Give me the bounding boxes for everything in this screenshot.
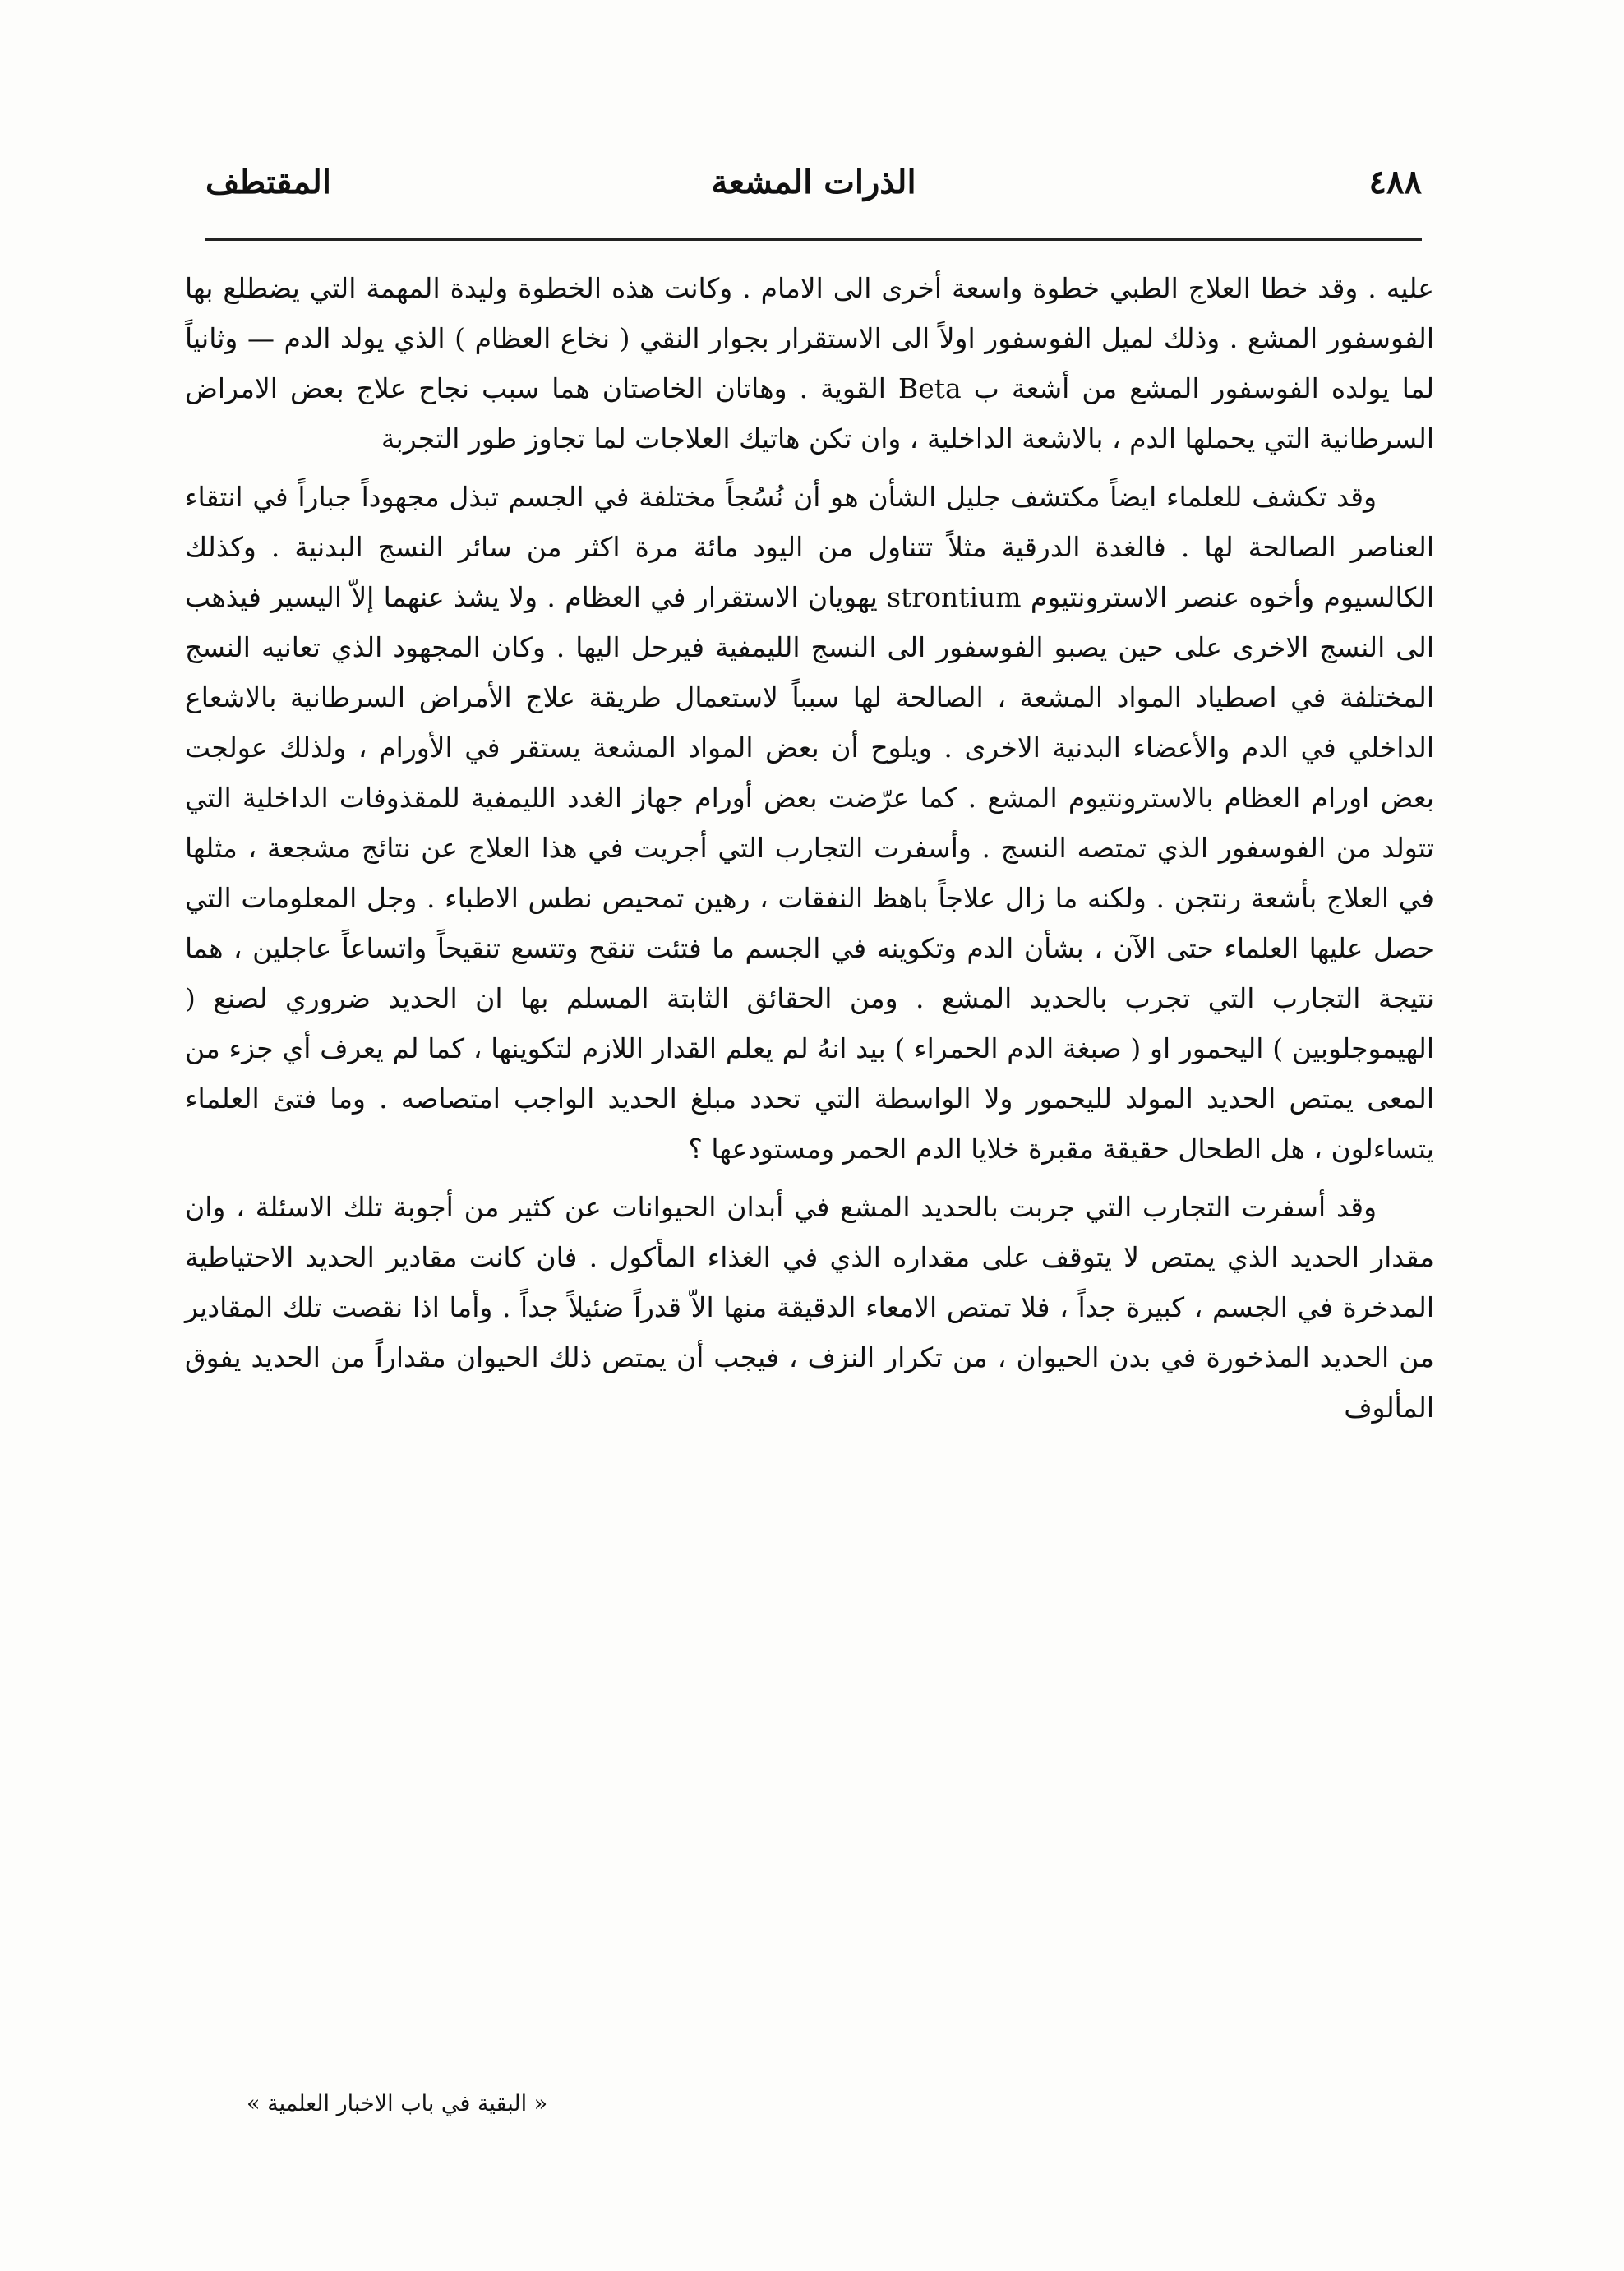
page-header [205,158,1422,215]
paragraph-3: وقد أسفرت التجارب التي جربت بالحديد المشع في أبدان الحيوانات عن كثير من أجوبة تلك الاسئلة ، وان مقدار الحديد الذي يمتص لا يتوقف على مقداره الذي في الغذاء المأكول . فان كانت مقادير الحديد الاحتياطية المدخرة في الجسم ، كبيرة جداً ، فلا تمتص الامعاء الدقيقة منها الاّ قدراً ضئيلاً جداً . وأما اذا نقصت تلك المقادير من الحديد المذخورة في بدن الحيوان ، من تكرار النزف ، فيجب أن يمتص ذلك الحيوان مقداراً من الحديد يفوق المألوف [185,1191,1434,1424]
paragraph-1: عليه . وقد خطا العلاج الطبي خطوة واسعة أخرى الى الامام . وكانت هذه الخطوة وليدة المهمة التي يضطلع بها الفوسفور المشع . وذلك لميل الفوسفور اولاً الى الاستقرار بجوار النقي ( نخاع العظام ) الذي يولد الدم — وثانياً لما يولده الفوسفور المشع من أشعة ب Beta القوية . وهاتان الخاصتان هما سبب نجاح علاج بعض الامراض السرطانية التي يحملها الدم ، بالاشعة الداخلية ، وان تكن هاتيك العلاجات لما تجاوز طور التجربة [185,272,1434,455]
journal-name: المقتطف [205,163,331,201]
header-rule [205,238,1422,241]
article-body [185,263,1434,1433]
running-title: الذرات المشعة [711,163,916,201]
paragraph-2: وقد تكشف للعلماء ايضاً مكتشف جليل الشأن هو أن نُسُجاً مختلفة في الجسم تبذل مجهوداً جباراً في انتقاء العناصر الصالحة لها . فالغدة الدرقية مثلاً تتناول من اليود مائة مرة اكثر من سائر النسج البدنية . وكذلك الكالسيوم وأخوه عنصر الاسترونتيوم strontium يهويان الاستقرار في العظام . ولا يشذ عنهما إلاّ اليسير فيذهب الى النسج الاخرى على حين يصبو الفوسفور الى النسج الليمفية فيرحل اليها . وكان المجهود الذي تعانيه النسج المختلفة في اصطياد المواد المشعة ، الصالحة لها سبباً لاستعمال طريقة علاج الأمراض السرطانية بالاشعاع الداخلي في الدم والأعضاء البدنية الاخرى . ويلوح أن بعض المواد المشعة يستقر في الأورام ، ولذلك عولجت بعض اورام العظام بالاسترونتيوم المشع . كما عرّضت بعض أورام جهاز الغدد الليمفية للمقذوفات الداخلية التي تتولد من الفوسفور الذي تمتصه النسج . وأسفرت التجارب التي أجريت في هذا العلاج عن نتائج مشجعة ، مثلها في العلاج بأشعة رنتجن . ولكنه ما زال علاجاً باهظ النفقات ، رهين تمحيص نطس الاطباء . وجل المعلومات التي حصل عليها العلماء حتى الآن ، بشأن الدم وتكوينه في الجسم ما فتئت تنقح وتتسع تنقيحاً واتساعاً عاجلين ، هما نتيجة التجارب التي تجرب بالحديد المشع . ومن الحقائق الثابتة المسلم بها ان الحديد ضروري لصنع ( الهيموجلوبين ) اليحمور او ( صبغة الدم الحمراء ) بيد انهُ لم يعلم القدار اللازم لتكوينها ، كما لم يعرف أي جزء من المعى يمتص الحديد المولد لليحمور ولا الواسطة التي تحدد مبلغ الحديد الواجب امتصاصه . وما فتئ العلماء يتساءلون ، هل الطحال حقيقة مقبرة خلايا الدم الحمر ومستودعها ؟ [185,481,1434,1165]
page-number: ٤٨٨ [1368,163,1422,201]
continuation-note: « البقية في باب الاخبار العلمية » [247,2091,548,2116]
